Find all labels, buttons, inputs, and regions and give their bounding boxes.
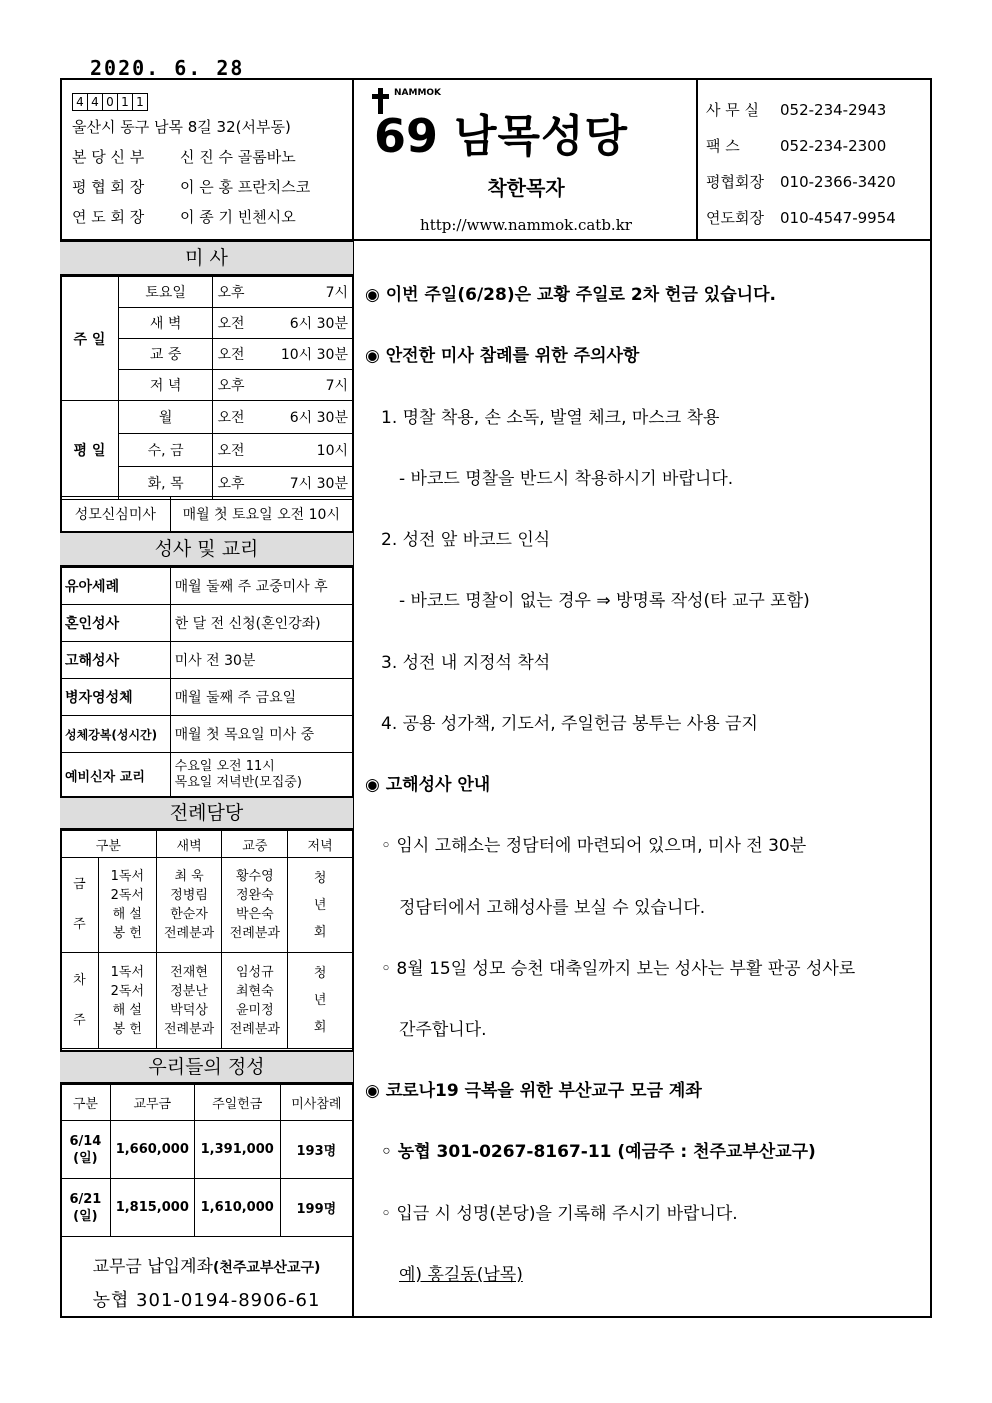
notice-line: 4. 공용 성가책, 기도서, 주일헌금 봉투는 사용 금지: [381, 714, 758, 734]
marian-mass-value: 매월 첫 토요일 오전 10시: [170, 497, 352, 532]
notice-line: - 바코드 명찰을 반드시 착용하시기 바랍니다.: [399, 469, 734, 489]
notice-heading: ◉ 코로나19 극복을 위한 부산교구 모금 계좌: [365, 1081, 702, 1101]
mass-day: 저 녁: [118, 370, 213, 401]
offerings-header: 구분: [61, 1085, 111, 1121]
liturgy-dawn: 최 욱 정병림 한순자 전례분과: [156, 858, 222, 953]
notice-heading: ◉ 이번 주일(6/28)은 교황 주일로 2차 헌금 있습니다.: [365, 285, 776, 305]
sacraments-table: [60, 567, 353, 798]
notice-example: 예) 홍길동(남목): [399, 1265, 523, 1285]
offerings-date: 6/14 (일): [61, 1121, 111, 1179]
liturgy-header: 구분: [61, 831, 157, 858]
liturgy-header: 저녁: [288, 831, 353, 858]
liturgy-roles: 1독서 2독서 해 설 봉 헌: [98, 953, 156, 1049]
catechumen-schedule: 수요일 오전 11시 목요일 저녁반(모집중): [170, 753, 352, 798]
weekday-label: 평 일: [61, 401, 119, 500]
offerings-dues: 1,815,000: [110, 1179, 194, 1237]
notice-line: ◦ 8월 15일 성모 승천 대축일까지 보는 성사는 부활 판공 성사로: [381, 959, 856, 979]
notice-line: 간주합니다.: [399, 1020, 487, 1040]
mass-time: 오전 10시 30분: [213, 339, 353, 370]
sacrament-label: 고해성사: [61, 642, 171, 679]
bulletin-subtitle: 착한목자: [487, 176, 565, 200]
liturgy-section-title: 전례담당: [60, 796, 353, 830]
contact-council: 평협회장 010-2366-3420: [706, 173, 896, 191]
liturgy-header: 새벽: [156, 831, 222, 858]
marian-mass-table: [60, 496, 353, 532]
contact-office: 사 무 실 052-234-2943: [706, 101, 887, 119]
notice-line: 1. 명찰 착용, 손 소독, 발열 체크, 마스크 착용: [381, 408, 720, 428]
mass-day: 새 벽: [118, 308, 213, 339]
address: 울산시 동구 남목 8길 32(서부동): [72, 118, 291, 136]
sacrament-label: 유아세례: [61, 568, 171, 605]
contact-league: 연도회장 010-4547-9954: [706, 209, 896, 227]
liturgy-dawn: 전재현 정분난 박덕상 전례분과: [156, 953, 222, 1049]
offerings-date: 6/21 (일): [61, 1179, 111, 1237]
mass-day: 화, 목: [118, 467, 213, 500]
mass-time: 오후 7시: [213, 277, 353, 308]
liturgy-evening: 청 년 회: [288, 953, 353, 1049]
mass-time: 오전 10시: [213, 434, 353, 467]
offerings-dues: 1,660,000: [110, 1121, 194, 1179]
council-row: 평 협 회 장 이 은 홍 프란치스코: [72, 178, 311, 196]
offerings-header: 교무금: [110, 1085, 194, 1121]
pastor-row: 본 당 신 부 신 진 수 골롬바노: [72, 148, 296, 166]
sacrament-value: 매월 둘째 주 금요일: [170, 679, 352, 716]
league-row: 연 도 회 장 이 종 기 빈첸시오: [72, 208, 296, 226]
offerings-section-title: 우리들의 정성: [60, 1050, 353, 1084]
mass-day: 월: [118, 401, 213, 434]
logo-small-text: NAMMOK: [394, 88, 442, 98]
sacrament-value: 매월 둘째 주 교중미사 후: [170, 568, 352, 605]
liturgy-roles: 1독서 2독서 해 설 봉 헌: [98, 858, 156, 953]
offerings-sunday: 1,391,000: [194, 1121, 280, 1179]
liturgy-main: 임성규 최현숙 윤미정 전례분과: [222, 953, 288, 1049]
marian-mass-label: 성모신심미사: [61, 497, 171, 532]
liturgy-table: [60, 830, 353, 1049]
svg-text:69: 69: [374, 109, 439, 162]
mass-time: 오전 6시 30분: [213, 401, 353, 434]
mass-day: 수, 금: [118, 434, 213, 467]
sunday-label: 주 일: [61, 277, 119, 401]
liturgy-main: 황수영 정완숙 박은숙 전례분과: [222, 858, 288, 953]
notice-line: 정담터에서 고해성사를 보실 수 있습니다.: [399, 898, 706, 918]
logo-name: 남목성당: [454, 111, 629, 162]
parish-logo: [372, 86, 692, 162]
mass-time: 오후 7시: [213, 370, 353, 401]
notice-line: 2. 성전 앞 바코드 인식: [381, 530, 551, 550]
bank-title: 교무금 납입계좌(천주교부산교구): [92, 1257, 321, 1277]
offerings-header: 미사참례: [280, 1085, 352, 1121]
sacrament-value: 매월 첫 목요일 미사 중: [170, 716, 352, 753]
sacrament-label: 성체강복(성시간): [61, 716, 171, 753]
offerings-attendance: 193명: [280, 1121, 352, 1179]
website-link[interactable]: http://www.nammok.catb.kr: [420, 216, 632, 234]
bank-account: 농협 301-0194-8906-61: [92, 1290, 321, 1311]
notice-line: ◦ 임시 고해소는 정담터에 마련되어 있으며, 미사 전 30분: [381, 836, 807, 856]
liturgy-week: 금 주: [61, 858, 99, 953]
catechumen-label: 예비신자 교리: [61, 753, 171, 798]
mass-day: 교 중: [118, 339, 213, 370]
sacrament-label: 혼인성사: [61, 605, 171, 642]
notice-line: 3. 성전 내 지정석 착석: [381, 653, 551, 673]
liturgy-week: 차 주: [61, 953, 99, 1049]
notice-heading: ◉ 고해성사 안내: [365, 775, 491, 795]
mass-schedule-table: [60, 276, 353, 500]
mass-day: 토요일: [118, 277, 213, 308]
sacrament-label: 병자영성체: [61, 679, 171, 716]
liturgy-header: 교중: [222, 831, 288, 858]
parish-info: [72, 90, 310, 232]
notice-line: ◦ 입금 시 성명(본당)을 기록해 주시기 바랍니다.: [381, 1204, 738, 1224]
notice-account: ◦ 농협 301-0267-8167-11 (예금주 : 천주교부산교구): [381, 1142, 816, 1162]
bulletin-date: 2020. 6. 28: [90, 56, 245, 80]
contact-fax: 팩 스 052-234-2300: [706, 137, 887, 155]
notice-line: - 바코드 명찰이 없는 경우 ⇒ 방명록 작성(타 교구 포함): [399, 591, 810, 611]
contact-list: [706, 92, 896, 236]
sacraments-section-title: 성사 및 교리: [60, 531, 353, 567]
offerings-sunday: 1,610,000: [194, 1179, 280, 1237]
liturgy-evening: 청 년 회: [288, 858, 353, 953]
zip-code: 4 4 0 1 1: [72, 93, 148, 111]
notice-heading: ◉ 안전한 미사 참례를 위한 주의사항: [365, 346, 640, 366]
sacrament-value: 미사 전 30분: [170, 642, 352, 679]
mass-time: 오전 6시 30분: [213, 308, 353, 339]
sacrament-value: 한 달 전 신청(혼인강좌): [170, 605, 352, 642]
mass-section-title: 미 사: [60, 240, 353, 276]
offerings-table: [60, 1084, 353, 1237]
offerings-attendance: 199명: [280, 1179, 352, 1237]
offerings-header: 주일헌금: [194, 1085, 280, 1121]
mass-time: 오후 7시 30분: [213, 467, 353, 500]
